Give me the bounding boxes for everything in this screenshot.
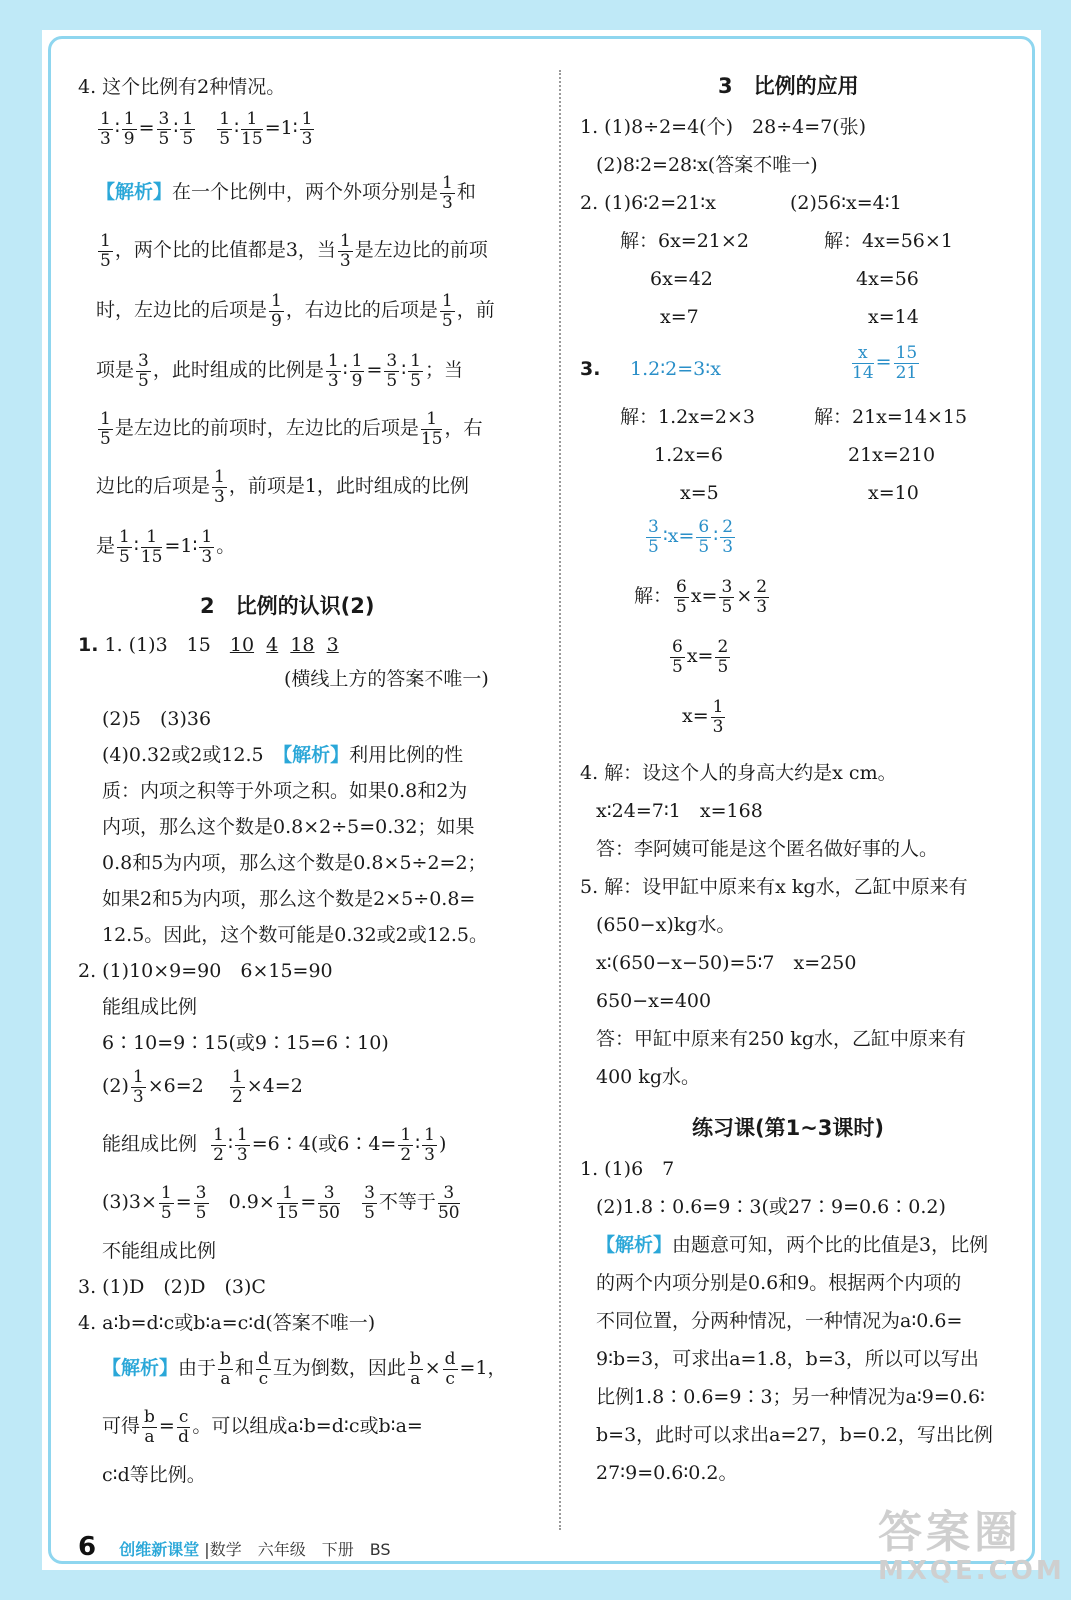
r-q2-b2: 4x=56 [856,268,919,290]
watermark: 答案圈 MXQE.COM [878,1507,1065,1586]
r-q3-a2: 1.2x=6 [654,444,723,466]
practice-title: 练习课(第1~3课时) [692,1116,885,1140]
footer-brand: 创维新课堂 [119,1540,200,1559]
q4-analysis-line4: 项是 $\frac{3}{5}$ ，此时组成的比例是 $\frac{1}{3}$ ∶ $\frac{1}{9}$ = $\frac{3}{5}$ ∶ $\frac{1}{5}$ ；当 [96,351,464,391]
p-q1-line6: 9∶b=3，可求出a=1.8，b=3，所以可以写出 [596,1348,979,1370]
r-q2-a: 2. (1)6∶2=21∶x [580,192,716,214]
r-q3-c: $\frac{3}{5}$ ∶x= $\frac{6}{5}$ ∶ $\frac{2}{3}$ [648,517,734,557]
page-footer [78,1532,391,1562]
r-q1-line2: (2)8∶2=28∶x(答案不唯一) [596,154,818,176]
r-q2-b: (2)56∶x=4∶1 [790,192,902,214]
r-q5-line4: 650−x=400 [596,990,712,1012]
s2-q2-line4: (2) $\frac{1}{3}$ ×6=2 $\frac{1}{2}$ ×4=2 [102,1067,303,1107]
r-q4-line1: 4. 解：设这个人的身高大约是x cm。 [580,762,897,784]
r-q2-b3: x=14 [868,306,919,328]
s2-q1-line4e: 0.8和5为内项，那么这个数是0.8×5÷2=2； [102,852,487,874]
r-q2-b1: 解：4x=56×1 [824,230,953,252]
r-q2-a2: 6x=42 [650,268,713,290]
q4-ratios: $\frac{1}{3}$ ∶ $\frac{1}{9}$ = $\frac{3}{5}$ ∶ $\frac{1}{5}$ $\frac{1}{5}$ ∶ $\frac{1}{15}$ =1∶ $\frac{1}{3}$ [100,109,313,149]
r-q3-b2: 21x=210 [848,444,936,466]
r-q5-line2: (650−x)kg水。 [596,914,736,936]
r-q5-line1: 5. 解：设甲缸中原来有x kg水，乙缸中原来有 [580,876,968,898]
s2-q1-line4f: 如果2和5为内项，那么这个数是2×5÷0.8= [102,888,476,910]
s2-q4-line4: c∶d等比例。 [102,1464,206,1486]
p-q1-line8: b=3，此时可以求出a=27，b=0.2，写出比例 [596,1424,993,1446]
s2-q4-line3: 可得 $\frac{b}{a}$ = $\frac{c}{d}$ 。可以组成a∶b=d∶c或b∶a= [102,1407,423,1447]
p-q1-line7: 比例1.8∶0.6=9∶3；另一种情况为a∶9=0.6∶ [596,1386,985,1408]
r-q1-line1: 1. (1)8÷2=4(个) 28÷4=7(张) [580,116,867,138]
s2-q2-line7: 不能组成比例 [102,1240,217,1262]
s2-q2-line3: 6∶10=9∶15(或9∶15=6∶10) [102,1032,389,1054]
footer-info: |数学 六年级 下册 BS [204,1540,391,1559]
s2-q1-line4a: (4)0.32或2或12.5 【解析】利用比例的性 [102,744,464,766]
r-q3-label: 3. [580,358,601,380]
r-q3-b1: 解：21x=14×15 [814,406,968,428]
r-q5-line3: x∶(650−x−50)=5∶7 x=250 [596,952,857,974]
q4-analysis-line1: 【解析】在一个比例中，两个外项分别是 $\frac{1}{3}$ 和 [96,173,476,213]
r-q3-a: 1.2∶2=3∶x [630,358,721,380]
s2-q1-line4g: 12.5。因此，这个数可能是0.32或2或12.5。 [102,924,489,946]
q4-analysis-line2: $\frac{1}{5}$ ，两个比的比值都是3，当 $\frac{1}{3}$ 是左边比的前项 [100,231,488,271]
p-q1-line4: 的两个内项分别是0.6和9。根据两个内项的 [596,1272,962,1294]
q4-analysis-line3: 时，左边比的后项是 $\frac{1}{9}$ ，右边比的后项是 $\frac{1}{5}$ ，前 [96,291,495,331]
r-q2-a3: x=7 [660,306,699,328]
p-q1-line9: 27∶9=0.6∶0.2。 [596,1462,738,1484]
s2-q2-line1: 2. (1)10×9=90 6×15=90 [78,960,333,982]
q4-intro: 4. 这个比例有2种情况。 [78,76,286,98]
page-number: 6 [78,1532,97,1562]
p-q1-line3: 【解析】由题意可知，两个比的比值是3，比例 [596,1234,989,1256]
section-2-title: 2 比例的认识(2) [200,594,375,618]
section-3-title: 3 比例的应用 [718,74,859,98]
q4-analysis-line7: 是 $\frac{1}{5}$ ∶ $\frac{1}{15}$ =1∶ $\frac{1}{3}$ 。 [96,527,236,567]
s2-q2-line5: 能组成比例 $\frac{1}{2}$ ∶ $\frac{1}{3}$ =6∶4(或6∶4= $\frac{1}{2}$ ∶ $\frac{1}{3}$ ) [102,1125,447,1165]
s2-q2-line6: (3)3× $\frac{1}{5}$ = $\frac{3}{5}$ 0.9× $\frac{1}{15}$ = $\frac{3}{50}$ $\frac{3}{5}$ 不等于 $\frac{3}{50}$ [102,1183,460,1223]
r-q3-c3: x= $\frac{1}{3}$ [682,697,724,737]
p-q1-line2: (2)1.8∶0.6=9∶3(或27∶9=0.6∶0.2) [596,1196,946,1218]
q4-analysis-line5: $\frac{1}{5}$ 是左边比的前项时，左边比的后项是 $\frac{1}{15}$ ，右 [100,409,483,449]
s2-q4-line2: 【解析】由于 $\frac{b}{a}$ 和 $\frac{d}{c}$ 互为倒数，因此 $\frac{b}{a}$ × $\frac{d}{c}$ =1， [102,1349,507,1389]
column-divider [559,70,561,1530]
p-q1-line5: 不同位置，分两种情况，一种情况为a∶0.6= [596,1310,963,1332]
s2-q4-line1: 4. a∶b=d∶c或b∶a=c∶d(答案不唯一) [78,1312,376,1334]
r-q2-a1: 解：6x=21×2 [620,230,749,252]
s2-q1-line2: (2)5 (3)36 [102,708,212,730]
s2-q1-line4d: 内项，那么这个数是0.8×2÷5=0.32；如果 [102,816,475,838]
r-q3-b3: x=10 [868,482,919,504]
s2-q2-line2: 能组成比例 [102,996,198,1018]
s2-q1-line4c: 质：内项之积等于外项之积。如果0.8和2为 [102,780,468,802]
r-q3-c2: $\frac{6}{5}$ x= $\frac{2}{5}$ [672,637,729,677]
s2-q1-line1: 1. 1. (1)3 15 10 4 18 3 [78,634,339,656]
r-q4-line3: 答：李阿姨可能是这个匿名做好事的人。 [596,838,939,860]
r-q4-line2: x∶24=7∶1 x=168 [596,800,763,822]
r-q5-line6: 400 kg水。 [596,1066,700,1088]
analysis-tag: 【解析】 [96,181,173,204]
p-q1-line1: 1. (1)6 7 [580,1158,675,1180]
r-q5-line5: 答：甲缸中原来有250 kg水，乙缸中原来有 [596,1028,966,1050]
s2-q1-note: (横线上方的答案不唯一) [284,668,489,690]
r-q3-a1: 解：1.2x=2×3 [620,406,755,428]
r-q3-b: $\frac{x}{14}$ = $\frac{15}{21}$ [852,343,918,383]
r-q3-c1: 解： $\frac{6}{5}$ x= $\frac{3}{5}$ × $\frac{2}{3}$ [634,577,768,617]
r-q3-a3: x=5 [680,482,719,504]
q4-analysis-line6: 边比的后项是 $\frac{1}{3}$ ，前项是1，此时组成的比例 [96,467,469,507]
s2-q3: 3. (1)D (2)D (3)C [78,1276,266,1298]
